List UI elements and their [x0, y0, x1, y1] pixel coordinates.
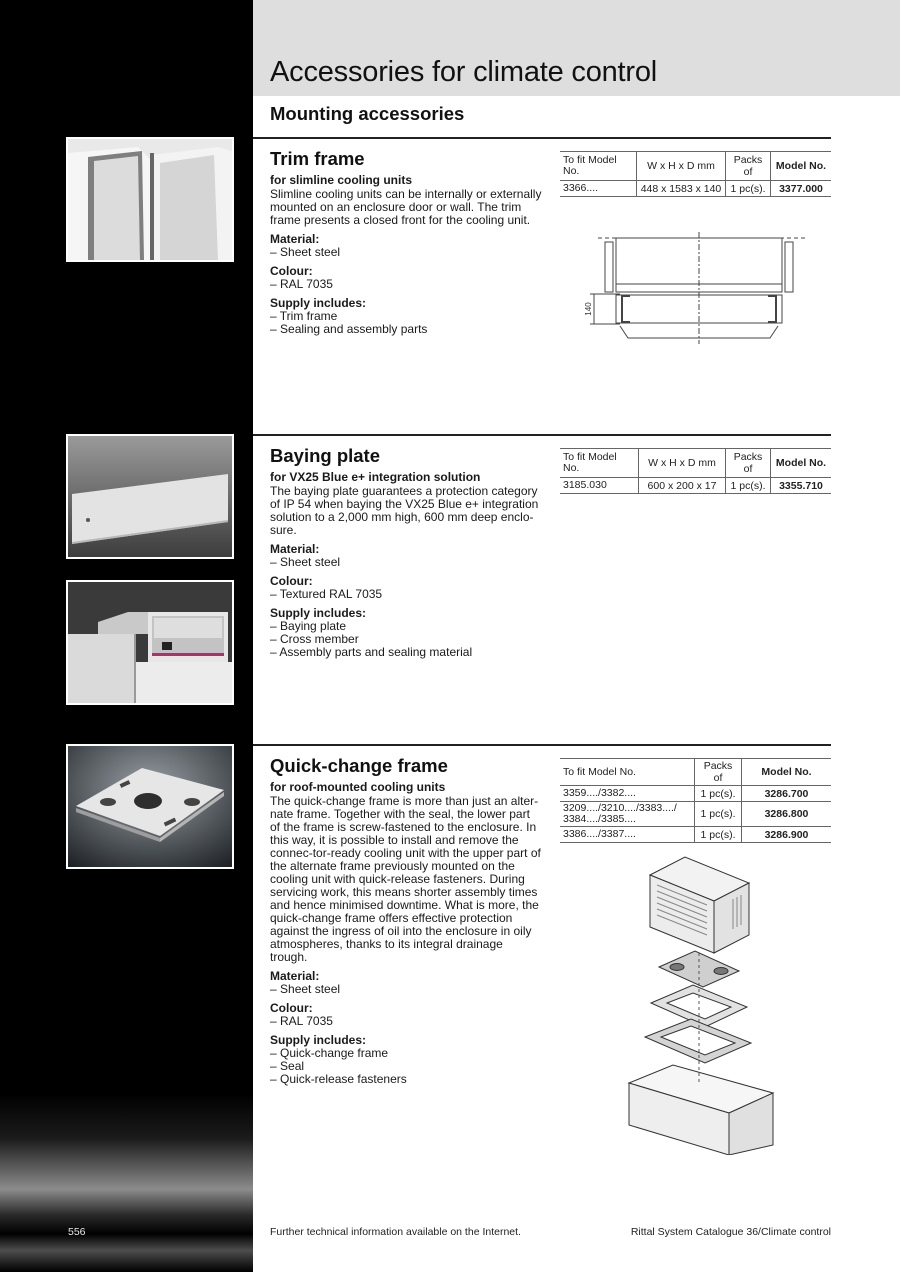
colour-list: [270, 1015, 542, 1028]
supply-list: [270, 1047, 542, 1086]
material-list: [270, 983, 542, 996]
table-cell: 3286.900: [742, 827, 832, 843]
supply-list: [270, 310, 542, 336]
colour-label: Colour:: [270, 573, 313, 588]
product-title: Baying plate: [270, 445, 380, 466]
table-header: To fit Model No.: [560, 152, 637, 181]
supply-list: [270, 620, 542, 659]
list-item: – Trim frame: [270, 310, 542, 323]
list-item: – Sheet steel: [270, 983, 542, 996]
product-subtitle: for VX25 Blue e+ integration solution: [270, 470, 481, 484]
footer-note: Further technical information available on the Internet.: [270, 1226, 521, 1238]
product-description: The quick-change frame is more than just an alter-nate frame. Together with the seal, the lower part of the frame is screw-fastened to the enclosure. In this way, it is possible to install and remove the connec-tor-ready cooling unit with the upper part of the alternate frame previously mounted on the cooling unit with quick-release fasteners. During servicing work, this means shorter assembly times and hence minimised downtime. What is more, the quick-change frame offers effective protection against the ingress of oil into the enclosure in oily atmospheres, thanks to its integral drainage trough.: [270, 793, 541, 964]
table-row: [560, 827, 831, 843]
product-description: Slimline cooling units can be internally or externally mounted on an enclosure door or wall. The trim frame presents a closed front for the cooling unit.: [270, 186, 542, 227]
table-header: To fit Model No.: [560, 449, 639, 478]
table-header: Model No.: [771, 449, 832, 478]
colour-label: Colour:: [270, 263, 313, 278]
table-cell: 3355.710: [771, 478, 832, 494]
baying-plate-installed-photo: [66, 580, 234, 705]
table-cell: 3286.800: [742, 802, 832, 827]
table-header-row: [560, 152, 831, 181]
material-label: Material:: [270, 231, 320, 246]
product-title: Trim frame: [270, 148, 365, 169]
material-list: [270, 246, 542, 259]
list-item: – Sheet steel: [270, 556, 542, 569]
colour-list: [270, 588, 542, 601]
table-cell: 1 pc(s).: [695, 827, 742, 843]
table-header: W x H x D mm: [639, 449, 726, 478]
list-item: – Cross member: [270, 633, 542, 646]
supply-label: Supply includes:: [270, 1032, 367, 1047]
section-divider: [253, 434, 831, 436]
list-item: – Textured RAL 7035: [270, 588, 542, 601]
section-divider: [253, 744, 831, 746]
baying-plate-section: [270, 445, 542, 665]
table-cell: 3209..../3210..../3383..../ 3384..../3385....: [560, 802, 695, 827]
table-cell: 3359..../3382....: [560, 786, 695, 802]
page-title: Accessories for climate control: [270, 56, 658, 88]
table-header: Model No.: [771, 152, 832, 181]
table-cell: 1 pc(s).: [726, 181, 771, 197]
trim-frame-photo: [66, 137, 234, 262]
quick-change-frame-photo: [66, 744, 234, 869]
table-cell: 3377.000: [771, 181, 832, 197]
trim-frame-drawing: [580, 232, 810, 344]
trim-frame-table: [560, 151, 831, 197]
list-item: – Sealing and assembly parts: [270, 323, 542, 336]
page-subtitle: Mounting accessories: [270, 103, 465, 124]
product-title: Quick-change frame: [270, 755, 448, 776]
material-label: Material:: [270, 968, 320, 983]
baying-plate-photo: [66, 434, 234, 559]
list-item: – Seal: [270, 1060, 542, 1073]
table-cell: 3286.700: [742, 786, 832, 802]
table-header: Packs of: [726, 152, 771, 181]
dimension-label: 140: [584, 302, 593, 316]
material-list: [270, 556, 542, 569]
table-header-row: [560, 449, 831, 478]
table-cell: 3366....: [560, 181, 637, 197]
footer-catalogue: Rittal System Catalogue 36/Climate control: [630, 1226, 831, 1238]
product-description: The baying plate guarantees a protection category of IP 54 when baying the VX25 Blue e+ integration solution to a 2,000 mm high, 600 mm deep enclo-sure.: [270, 483, 539, 537]
trim-frame-section: [270, 148, 542, 342]
table-cell: 1 pc(s).: [695, 786, 742, 802]
baying-plate-table: [560, 448, 831, 494]
colour-list: [270, 278, 542, 291]
table-header: Packs of: [695, 759, 742, 786]
table-cell: 3185.030: [560, 478, 639, 494]
list-item: – Assembly parts and sealing material: [270, 646, 542, 659]
section-divider: [253, 137, 831, 139]
table-cell: 1 pc(s).: [695, 802, 742, 827]
list-item: – Baying plate: [270, 620, 542, 633]
supply-label: Supply includes:: [270, 605, 367, 620]
quick-change-frame-table: [560, 758, 831, 843]
table-row: [560, 786, 831, 802]
table-header: To fit Model No.: [560, 759, 695, 786]
list-item: – RAL 7035: [270, 1015, 542, 1028]
supply-label: Supply includes:: [270, 295, 367, 310]
list-item: – Quick-release fasteners: [270, 1073, 542, 1086]
list-item: – RAL 7035: [270, 278, 542, 291]
table-cell: 1 pc(s).: [726, 478, 771, 494]
table-header: Model No.: [742, 759, 832, 786]
quick-change-frame-section: [270, 755, 542, 1092]
colour-label: Colour:: [270, 1000, 313, 1015]
quick-change-frame-drawing: [615, 855, 785, 1155]
list-item: – Quick-change frame: [270, 1047, 542, 1060]
table-header: W x H x D mm: [637, 152, 726, 181]
material-label: Material:: [270, 541, 320, 556]
product-subtitle: for slimline cooling units: [270, 173, 413, 187]
table-cell: 3386..../3387....: [560, 827, 695, 843]
table-header: Packs of: [726, 449, 771, 478]
table-row: [560, 478, 831, 494]
table-cell: 600 x 200 x 17: [639, 478, 726, 494]
table-row: [560, 181, 831, 197]
table-header-row: [560, 759, 831, 786]
table-row: [560, 802, 831, 827]
product-subtitle: for roof-mounted cooling units: [270, 780, 446, 794]
list-item: – Sheet steel: [270, 246, 542, 259]
page-number: 556: [68, 1226, 86, 1238]
table-cell: 448 x 1583 x 140: [637, 181, 726, 197]
